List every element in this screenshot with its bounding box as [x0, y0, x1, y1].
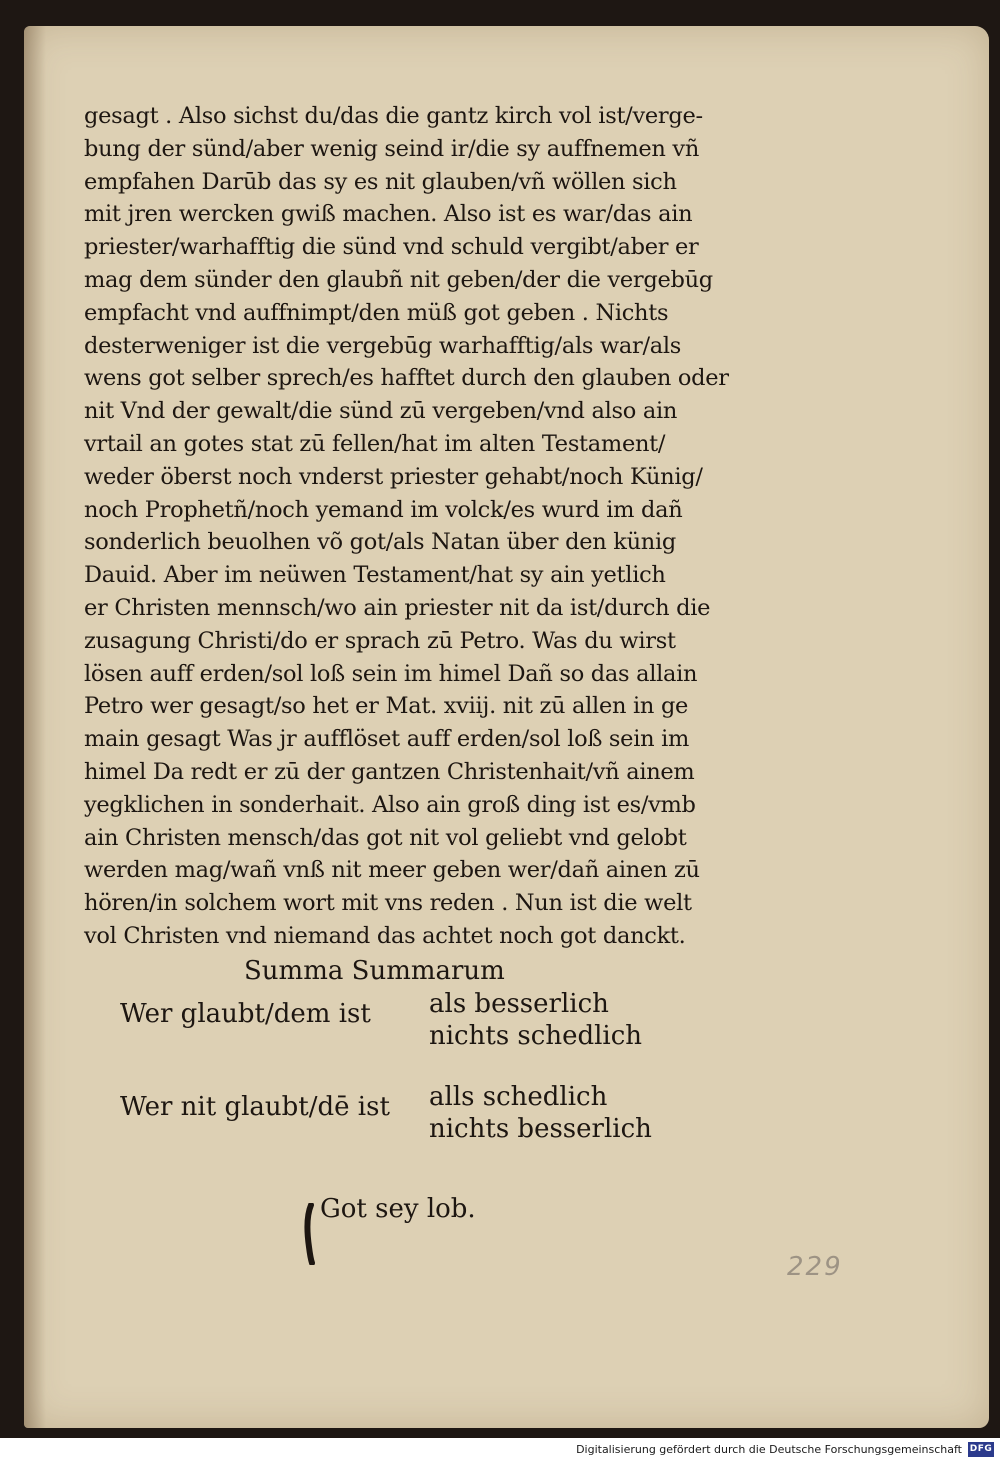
text-line: Dauid. Aber im neüwen Testament/hat sy ain yetlich	[84, 562, 666, 589]
summa-right-line: nichts besserlich	[429, 1114, 652, 1144]
text-line: priester/warhafftig die sünd vnd schuld vergibt/aber er	[84, 234, 699, 261]
text-line: empfacht vnd auffnimpt/den müß got geben . Nichts	[84, 299, 669, 326]
text-line: zusagung Christi/do er sprach zū Petro. Was du wirst	[84, 627, 676, 654]
text-line: sonderlich beuolhen võ got/als Natan über den künig	[84, 529, 676, 556]
text-line: er Christen mennsch/wo ain priester nit da ist/durch die	[84, 594, 711, 621]
closing-phrase: Got sey lob.	[320, 1194, 476, 1224]
text-line: nit Vnd der gewalt/die sünd zū vergeben/vnd also ain	[84, 398, 678, 425]
ink-stroke-mark	[303, 1203, 317, 1265]
text-line: main gesagt Was jr aufflöset auff erden/sol loß sein im	[84, 726, 690, 753]
funding-credit: Digitalisierung gefördert durch die Deutsche Forschungsgemeinschaft	[576, 1443, 962, 1456]
summa-row-left: Wer nit glaubt/dē ist	[120, 1092, 390, 1122]
summa-right-line: alls schedlich	[429, 1082, 608, 1112]
dfg-logo: DFG	[968, 1442, 994, 1457]
text-line: Petro wer gesagt/so het er Mat. xviij. nit zū allen in ge	[84, 693, 689, 720]
text-line: gesagt . Also sichst du/das die gantz kirch vol ist/verge-	[84, 103, 703, 129]
text-line: yegklichen in sonderhait. Also ain groß ding ist es/vmb	[84, 791, 696, 818]
text-line: bung der sünd/aber wenig seind ir/die sy auffnemen vñ	[84, 135, 700, 162]
text-line: vol Christen vnd niemand das achtet noch got danckt.	[84, 922, 686, 949]
text-line: mag dem sünder den glaubñ nit geben/der die vergebūg	[84, 266, 713, 293]
text-line: wens got selber sprech/es hafftet durch den glauben oder	[84, 365, 729, 392]
text-line: lösen auff erden/sol loß sein im himel Dañ so das allain	[84, 660, 698, 687]
summa-right-line: nichts schedlich	[429, 1021, 643, 1051]
text-line: weder öberst noch vnderst priester gehabt/noch Künig/	[84, 463, 703, 490]
digitization-footer	[0, 1438, 1000, 1463]
summa-row-left: Wer glaubt/dem ist	[120, 999, 371, 1029]
text-line: hören/in solchem wort mit vns reden . Nun ist die welt	[84, 890, 692, 917]
summa-right-line: als besserlich	[429, 989, 609, 1019]
book-page	[24, 26, 989, 1428]
main-text-block	[84, 100, 824, 953]
text-line: ain Christen mensch/das got nit vol geliebt vnd gelobt	[84, 824, 687, 851]
summa-row-right	[429, 1081, 652, 1145]
text-line: mit jren wercken gwiß machen. Also ist es war/das ain	[84, 201, 693, 228]
text-line: empfahen Darūb das sy es nit glauben/vñ wöllen sich	[84, 168, 677, 195]
text-line: vrtail an gotes stat zū fellen/hat im alten Testament/	[84, 430, 666, 457]
text-line: himel Da redt er zū der gantzen Christenhait/vñ ainem	[84, 758, 695, 785]
folio-number: 229	[787, 1252, 843, 1282]
text-line: werden mag/wañ vnß nit meer geben wer/dañ ainen zū	[84, 857, 700, 884]
summa-heading: Summa Summarum	[244, 956, 505, 986]
text-line: desterweniger ist die vergebūg warhafftig/als war/als	[84, 332, 682, 359]
text-line: noch Prophetñ/noch yemand im volck/es wurd im dañ	[84, 496, 683, 523]
summa-row-right	[429, 988, 642, 1052]
